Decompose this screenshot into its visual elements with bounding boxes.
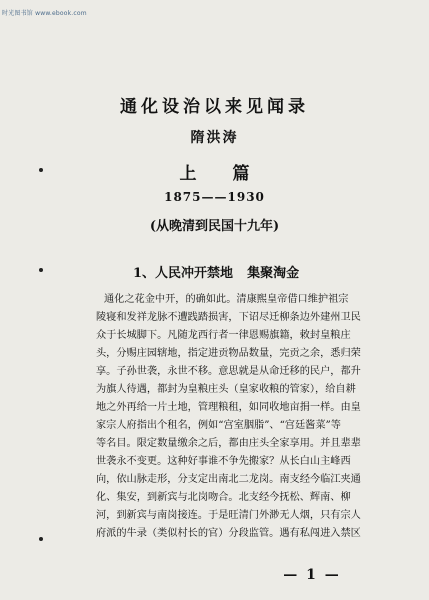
book-title: 通化设治以来见闻录 xyxy=(120,97,309,117)
watermark-text: 时光图书馆 www.ebook.com xyxy=(2,10,87,17)
page-number: — 1 — xyxy=(283,567,341,583)
body-line: 众于长城脚下。凡随龙西行者一律恩赐旗籍，敕封皇粮庄 xyxy=(96,330,351,341)
margin-dot xyxy=(39,537,43,541)
body-line: 家宗人府指出个租名，例如“宫室胭脂”、“宫廷酱菜”等 xyxy=(96,420,341,431)
body-line: 享。子孙世袭，永世不移。意思就是从命迁移的民户，都升 xyxy=(96,366,361,377)
section-heading xyxy=(133,262,299,281)
section-title: 人民冲开禁地 xyxy=(155,266,234,281)
body-line: 为旗人待遇，都封为皇粮庄头（皇家收粮的管家），给自耕 xyxy=(96,384,356,395)
year-range: 1875——1930 xyxy=(164,190,265,204)
margin-dot xyxy=(39,268,43,272)
body-line: 府派的牛录（类似村长的官）分段监管。遇有私闯进入禁区 xyxy=(96,528,361,539)
body-line: 化、集安，到新宾与北岗吻合。北支经今抚松、辉南、柳 xyxy=(96,492,351,503)
body-line: 地之外再给一片土地，管理粮租，如同收地亩捐一样。由皇 xyxy=(96,402,361,413)
body-line: 世袭永不变更。这种好事谁不争先搬家？从长白山主峰西 xyxy=(96,456,351,467)
body-line: 通化之花金中开，的确如此。清康熙皇帝借口维护祖宗 xyxy=(104,294,349,305)
body-text xyxy=(96,291,418,543)
period-subtitle: (从晚清到民国十九年) xyxy=(149,219,280,234)
section-number: 1、 xyxy=(133,266,156,281)
body-line: 向，依山脉走形，分支定出南北二龙岗。南支经今临江夹通 xyxy=(96,474,361,485)
part-heading: 上篇 xyxy=(179,164,286,184)
section-subtitle: 集聚淘金 xyxy=(247,266,300,281)
body-line: 陵寝和发祥龙脉不遭践踏损害，下诏尽迁柳条边外建州卫民 xyxy=(96,312,361,323)
author-name: 隋洪涛 xyxy=(190,130,239,146)
body-line: 河，到新宾与南岗接连。于是旺清门外渺无人烟，只有宗人 xyxy=(96,510,361,521)
body-line: 头，分赐庄园辖地，指定进贡物品数量，完贡之余，悉归荣 xyxy=(96,348,361,359)
body-line: 等名目。限定数量缴余之后，都由庄头全家享用。并且辈辈 xyxy=(96,438,361,449)
